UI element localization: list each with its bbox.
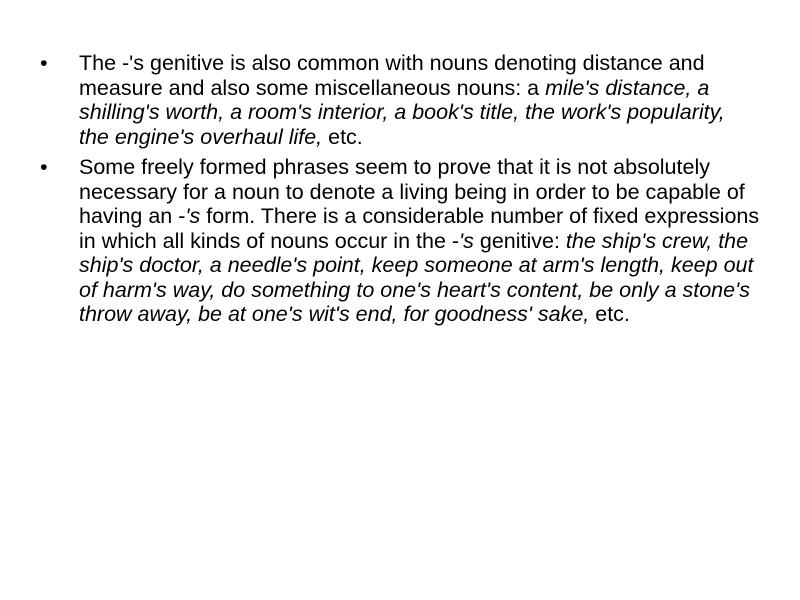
bullet-dot-icon: • xyxy=(40,51,48,75)
text-segment: genitive: xyxy=(473,228,566,253)
italic-suffix: 's xyxy=(459,228,474,253)
bullet-item-1 xyxy=(40,51,760,149)
italic-suffix: 's xyxy=(185,204,201,228)
text-segment: etc. xyxy=(589,302,630,326)
bullet-dot-icon: • xyxy=(40,155,48,179)
text-segment: The -'s genitive is also common with nouns denoting distance and measure and also some miscellaneous nouns: a xyxy=(79,51,705,100)
bullet-text-1 xyxy=(79,51,725,149)
bullet-list xyxy=(40,51,760,333)
text-segment: form. There is a considerable number of fixed expressions in which all kinds of nouns occur in the - xyxy=(79,204,760,253)
bullet-text-2 xyxy=(79,155,759,326)
text-segment: etc. xyxy=(322,124,363,149)
italic-examples: mile's distance, a shilling's worth, a room's interior, a book's title, the work's popularity, the engine's overhaul life, xyxy=(79,75,725,149)
italic-examples: the ship's crew, the ship's doctor, a needle's point, keep someone at arm's length, keep out of harm's way, do something to one's heart's content, be only a stone's throw away, be at one's wit's end, for goodness' sake, xyxy=(79,228,754,326)
bullet-item-2 xyxy=(40,155,760,327)
text-segment: Some freely formed phrases seem to prove that it is not absolutely necessary for a noun to denote a living being in order to be capable of having an - xyxy=(79,155,745,228)
